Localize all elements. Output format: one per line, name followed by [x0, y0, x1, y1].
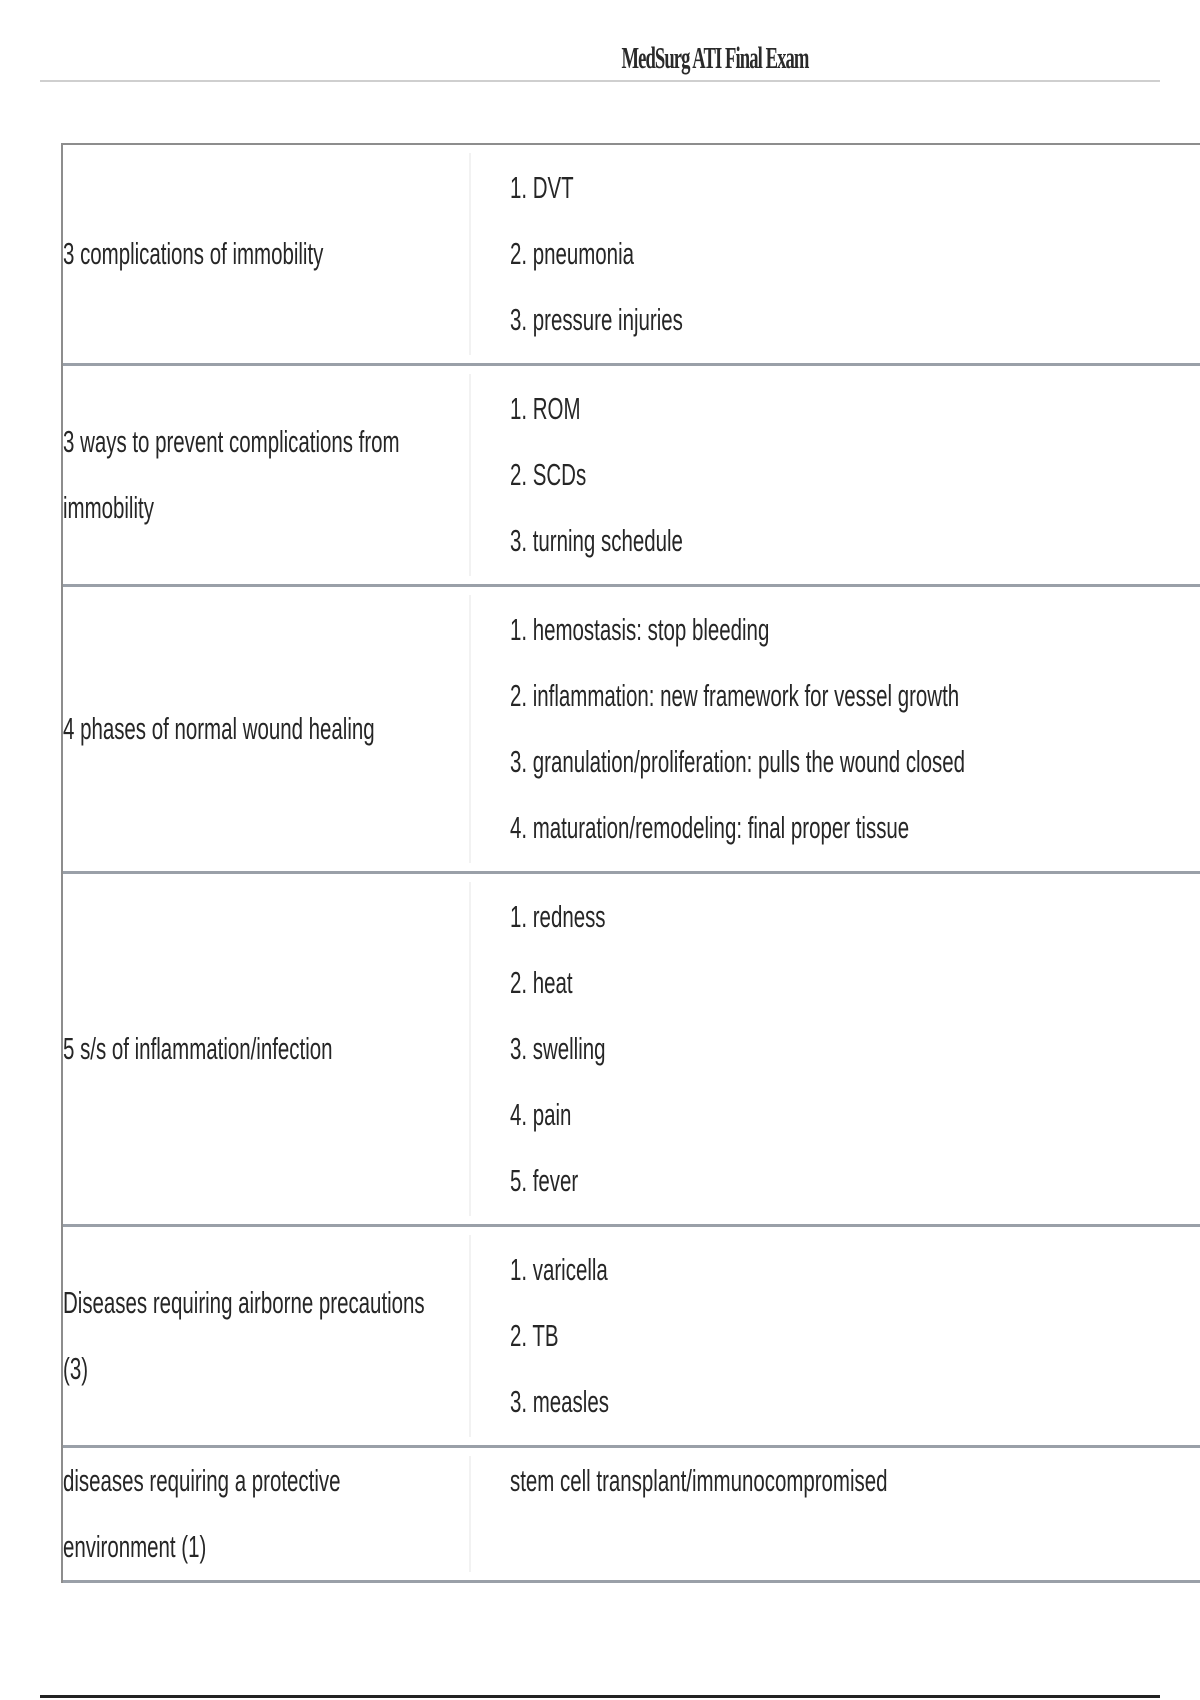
table-row: [63, 366, 1200, 587]
definition-item: 3. turning schedule: [510, 523, 683, 558]
term-cell: [63, 1448, 469, 1580]
term-cell: [63, 145, 469, 363]
definition-cell: [471, 587, 1200, 871]
term-text: immobility: [63, 490, 154, 525]
definition-item: 2. heat: [510, 965, 573, 1000]
definition-item: 1. varicella: [510, 1252, 608, 1287]
term-text: 4 phases of normal wound healing: [63, 711, 375, 746]
definition-item: 1. ROM: [510, 391, 581, 426]
definition-item: 2. TB: [510, 1318, 559, 1353]
term-text: environment (1): [63, 1529, 207, 1564]
definition-cell: [471, 874, 1200, 1224]
definition-item: 2. SCDs: [510, 457, 587, 492]
definition-cell: [471, 366, 1200, 584]
definition-item: stem cell transplant/immunocompromised: [510, 1463, 888, 1498]
definition-item: 4. maturation/remodeling: final proper tissue: [510, 810, 910, 845]
table-row: [63, 145, 1200, 366]
definition-item: 3. granulation/proliferation: pulls the wound closed: [510, 744, 965, 779]
table-row: [63, 1227, 1200, 1448]
definition-item: 5. fever: [510, 1163, 579, 1198]
definition-item: 3. pressure injuries: [510, 302, 683, 337]
flashcard-table: [61, 143, 1200, 1583]
definition-item: 1. DVT: [510, 170, 574, 205]
term-text: diseases requiring a protective: [63, 1463, 341, 1498]
table-row: [63, 587, 1200, 874]
term-text: 3 ways to prevent complications from: [63, 424, 400, 459]
definition-cell: [471, 1448, 1200, 1534]
term-text: Diseases requiring airborne precautions: [63, 1285, 425, 1320]
term-cell: [63, 1227, 469, 1445]
definition-item: 1. hemostasis: stop bleeding: [510, 612, 770, 647]
definition-item: 2. inflammation: new framework for vessel growth: [510, 678, 960, 713]
table-row: [63, 1448, 1200, 1583]
term-text: (3): [63, 1351, 89, 1386]
term-cell: [63, 587, 469, 871]
definition-item: 2. pneumonia: [510, 236, 634, 271]
term-text: 5 s/s of inflammation/infection: [63, 1031, 333, 1066]
header-divider: [40, 80, 1160, 82]
definition-item: 3. swelling: [510, 1031, 606, 1066]
document-title: MedSurg ATI Final Exam: [621, 40, 809, 75]
term-text: 3 complications of immobility: [63, 236, 324, 271]
definition-item: 4. pain: [510, 1097, 572, 1132]
footer-divider: [40, 1695, 1160, 1698]
definition-item: 1. redness: [510, 899, 606, 934]
definition-cell: [471, 1227, 1200, 1445]
term-cell: [63, 366, 469, 584]
definition-cell: [471, 145, 1200, 363]
term-cell: [63, 874, 469, 1224]
table-row: [63, 874, 1200, 1227]
definition-item: 3. measles: [510, 1384, 609, 1419]
